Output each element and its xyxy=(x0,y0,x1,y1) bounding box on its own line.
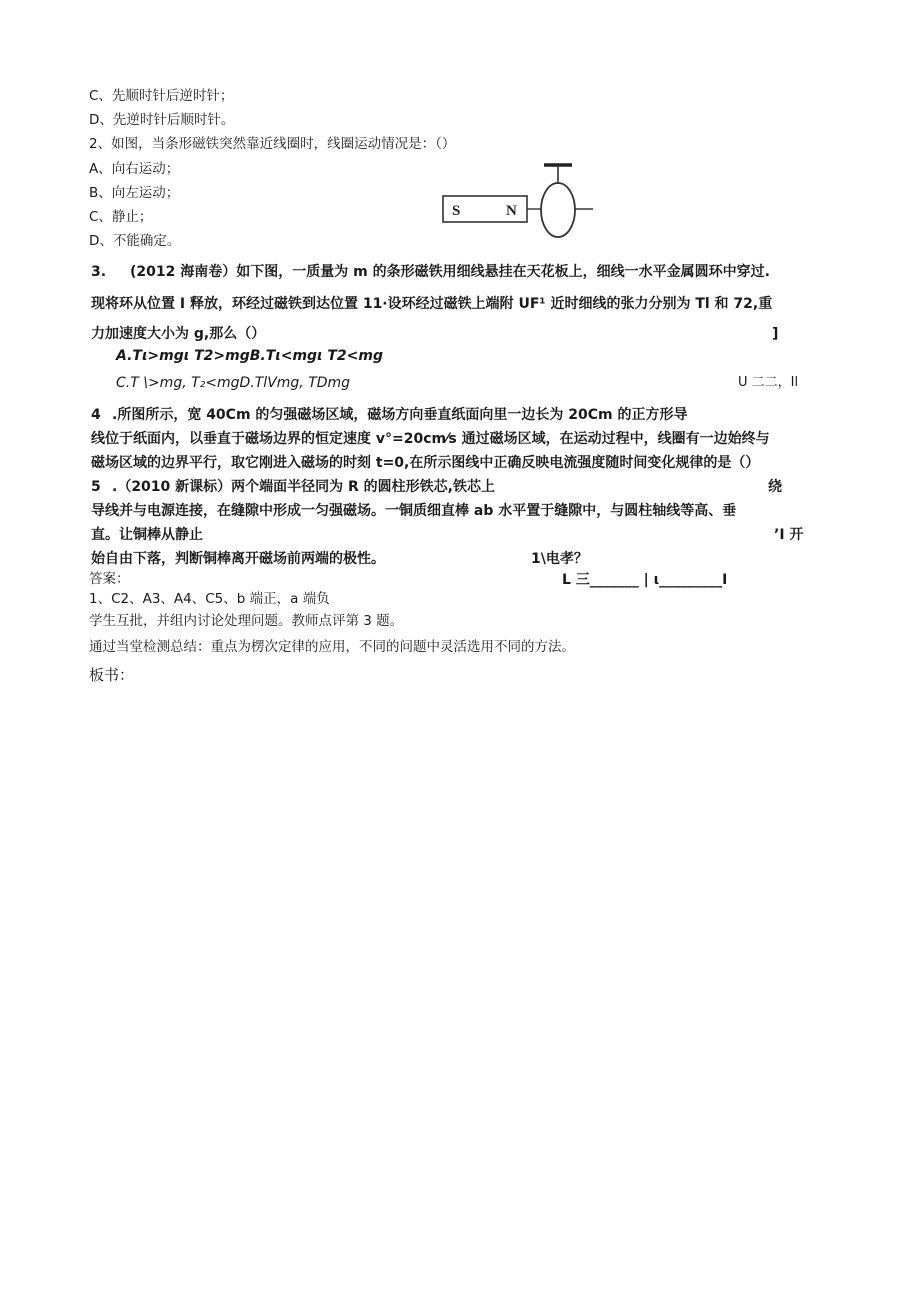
q4-line-3: 磁场区域的边界平行，取它刚进入磁场的时刻 t=0,在所示图线中正确反映电流强度随时间变化规律的是（） xyxy=(91,455,760,471)
q5-line-1-right: 绕 xyxy=(768,479,782,495)
magnet-n-pole: N xyxy=(506,203,517,219)
board-label: 板书： xyxy=(89,666,135,684)
magnet-s-pole: S xyxy=(452,203,461,219)
q3-side-mark-1: ] xyxy=(772,326,779,342)
q4-line-1: .所图所示，宽 40Cm 的匀强磁场区域，磁场方向垂直纸面向里一边长为 20Cm 的正方形导 xyxy=(112,407,688,423)
q5-number: 5 xyxy=(91,479,101,495)
q3-side-mark-2: U 二二，Il xyxy=(738,375,799,390)
q1-option-d: D、先逆时针后顺时针。 xyxy=(89,112,235,128)
q5-line-4-mid: 1\电孝？ xyxy=(531,551,588,567)
peer-review-note: 学生互批，并组内讨论处理问题。教师点评第 3 题。 xyxy=(89,613,404,629)
q5-line-3: 直。让铜棒从静止 xyxy=(91,527,203,543)
q4-line-2: 线位于纸面内，以垂直于磁场边界的恒定速度 v°=20cm⁄s 通过磁场区域，在运动过程中，线圈有一边始终与 xyxy=(91,431,770,447)
q2-option-b: B、向左运动； xyxy=(89,185,180,201)
q2-stem: 2、如图，当条形磁铁突然靠近线圈时，线圈运动情况是：（） xyxy=(89,136,456,152)
q2-option-a: A、向右运动； xyxy=(89,161,180,177)
q3-number: 3. xyxy=(91,264,107,280)
q1-option-c: C、先顺时针后逆时针； xyxy=(89,88,234,104)
magnet-coil-figure xyxy=(440,160,600,244)
q5-line-2: 导线并与电源连接，在缝隙中形成一匀强磁场。一铜质细直棒 ab 水平置于缝隙中，与圆柱轴线等高、垂 xyxy=(91,503,737,519)
q5-line-3-right: ’I 开 xyxy=(774,527,804,543)
q3-line-2: 现将环从位置 I 释放，环经过磁铁到达位置 11·设环经过磁铁上端附 UF¹ 近时细线的张力分别为 Tl 和 72,重 xyxy=(91,296,773,312)
q5-figure-text: L 三_______ | ι_________I xyxy=(562,572,728,588)
summary-note: 通过当堂检测总结：重点为楞次定律的应用，不同的问题中灵活选用不同的方法。 xyxy=(89,639,575,655)
coil-ring xyxy=(541,183,575,237)
answers-label: 答案： xyxy=(89,571,130,587)
q4-number: 4 xyxy=(91,407,101,423)
q5-line-4: 始自由下落，判断铜棒离开磁场前两端的极性。 xyxy=(91,551,385,567)
answers-line: 1、C2、A3、A4、C5、b 端正，a 端负 xyxy=(89,591,330,607)
q3-line-3: 力加速度大小为 g,那么（） xyxy=(91,326,266,342)
q2-option-d: D、不能确定。 xyxy=(89,233,181,249)
q5-line-1: .（2010 新课标）两个端面半径同为 R 的圆柱形铁芯,铁芯上 xyxy=(112,479,496,495)
q3-options-cd: C.T \>mg, T₂<mgD.TlVmg, TDmg xyxy=(116,375,351,391)
q3-options-ab: A.Tι>mgι T2>mgB.Tι<mgι T2<mg xyxy=(116,348,384,364)
q3-line-1: (2012 海南卷）如下图，一质量为 m 的条形磁铁用细线悬挂在天花板上，细线一水平金属圆环中穿过. xyxy=(130,264,770,280)
q2-option-c: C、静止； xyxy=(89,209,153,225)
